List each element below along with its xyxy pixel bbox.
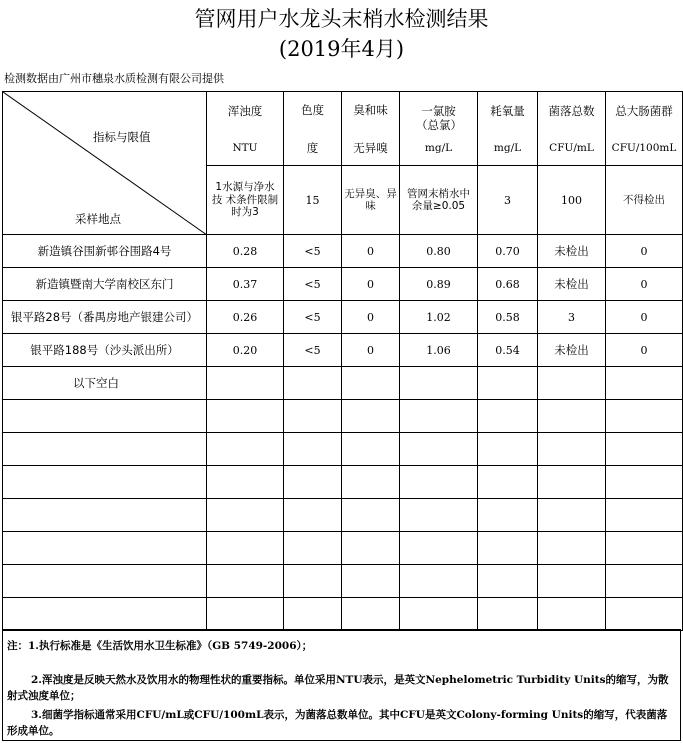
footnotes — [2, 629, 681, 741]
blank-row — [3, 565, 683, 598]
limit-colony-count: 100 — [538, 166, 606, 235]
value-cell: <5 — [284, 301, 342, 334]
limit-chloramine: 管网末梢水中 余量≥0.05 — [400, 166, 478, 235]
table-row — [3, 301, 683, 334]
value-cell: 0 — [342, 334, 400, 367]
data-source-note: 检测数据由广州市穗泉水质检测有限公司提供 — [4, 72, 224, 85]
col-header-chroma: 色度 度 — [284, 92, 342, 166]
value-cell: <5 — [284, 235, 342, 268]
header-corner-cell — [3, 92, 207, 235]
results-table — [2, 91, 683, 631]
value-cell: 0.28 — [207, 235, 284, 268]
site-name: 新造镇暨南大学南校区东门 — [3, 268, 207, 301]
value-cell: 未检出 — [538, 235, 606, 268]
site-name: 银平路188号（沙头派出所） — [3, 334, 207, 367]
value-cell: 0.89 — [400, 268, 478, 301]
value-cell: 0.80 — [400, 235, 478, 268]
blank-row — [3, 400, 683, 433]
value-cell: 0 — [606, 268, 683, 301]
blank-row — [3, 466, 683, 499]
header-row — [3, 92, 683, 166]
value-cell: 0 — [342, 301, 400, 334]
value-cell: 3 — [538, 301, 606, 334]
site-name: 新造镇谷围新邨谷围路4号 — [3, 235, 207, 268]
value-cell: 1.02 — [400, 301, 478, 334]
col-header-colony-count: 菌落总数 CFU/mL — [538, 92, 606, 166]
col-header-turbidity: 浑浊度 NTU — [207, 92, 284, 166]
value-cell: 0.37 — [207, 268, 284, 301]
value-cell: 0 — [342, 268, 400, 301]
value-cell: <5 — [284, 268, 342, 301]
corner-label-indicators: 指标与限值 — [93, 130, 151, 144]
value-cell: 0.20 — [207, 334, 284, 367]
value-cell: 0.54 — [478, 334, 538, 367]
value-cell: 0 — [606, 334, 683, 367]
corner-label-sites: 采样地点 — [75, 212, 121, 226]
limit-turbidity: 1水源与净水技 术条件限制时为3 — [207, 166, 284, 235]
limit-oxygen-consumption: 3 — [478, 166, 538, 235]
value-cell: 0.70 — [478, 235, 538, 268]
blank-row — [3, 433, 683, 466]
value-cell: 0 — [342, 235, 400, 268]
value-cell: 1.06 — [400, 334, 478, 367]
value-cell: 未检出 — [538, 334, 606, 367]
value-cell: <5 — [284, 334, 342, 367]
value-cell: 0 — [606, 235, 683, 268]
page-subtitle-date: (2019年4月) — [278, 37, 405, 61]
col-header-coliform: 总大肠菌群 CFU/100mL — [606, 92, 683, 166]
value-cell: 0.26 — [207, 301, 284, 334]
note-standard: 注：1.执行标准是《生活饮用水卫生标准》（GB 5749-2006）； — [7, 640, 313, 652]
blank-row — [3, 367, 683, 400]
value-cell: 0.58 — [478, 301, 538, 334]
value-cell: 未检出 — [538, 268, 606, 301]
limit-coliform: 不得检出 — [606, 166, 683, 235]
note-bacteriology: 3.细菌学指标通常采用CFU/mL或CFU/100mL表示，为菌落总数单位。其中CFU是英文Colony-forming Units的缩写，代表菌落形成单位。 — [7, 709, 668, 737]
value-cell: 0.68 — [478, 268, 538, 301]
col-header-chloramine: 一氯胺（总氯） mg/L — [400, 92, 478, 166]
site-name: 银平路28号（番禺房地产银建公司） — [3, 301, 207, 334]
value-cell: 0 — [606, 301, 683, 334]
table-row — [3, 334, 683, 367]
limit-chroma: 15 — [284, 166, 342, 235]
table-row — [3, 235, 683, 268]
limit-odor: 无异臭、异味 — [342, 166, 400, 235]
blank-row — [3, 598, 683, 631]
col-header-oxygen-consumption: 耗氧量 mg/L — [478, 92, 538, 166]
blank-row — [3, 532, 683, 565]
page-title: 管网用户水龙头末梢水检测结果 — [194, 7, 489, 31]
note-turbidity: 2.浑浊度是反映天然水及饮用水的物理性状的重要指标。单位采用NTU表示，是英文Nephelometric Turbidity Units的缩写，为散射式浊度单位； — [7, 674, 669, 702]
blank-label: 以下空白 — [3, 367, 207, 400]
col-header-odor: 臭和味 无异嗅 — [342, 92, 400, 166]
table-row — [3, 268, 683, 301]
blank-row — [3, 499, 683, 532]
